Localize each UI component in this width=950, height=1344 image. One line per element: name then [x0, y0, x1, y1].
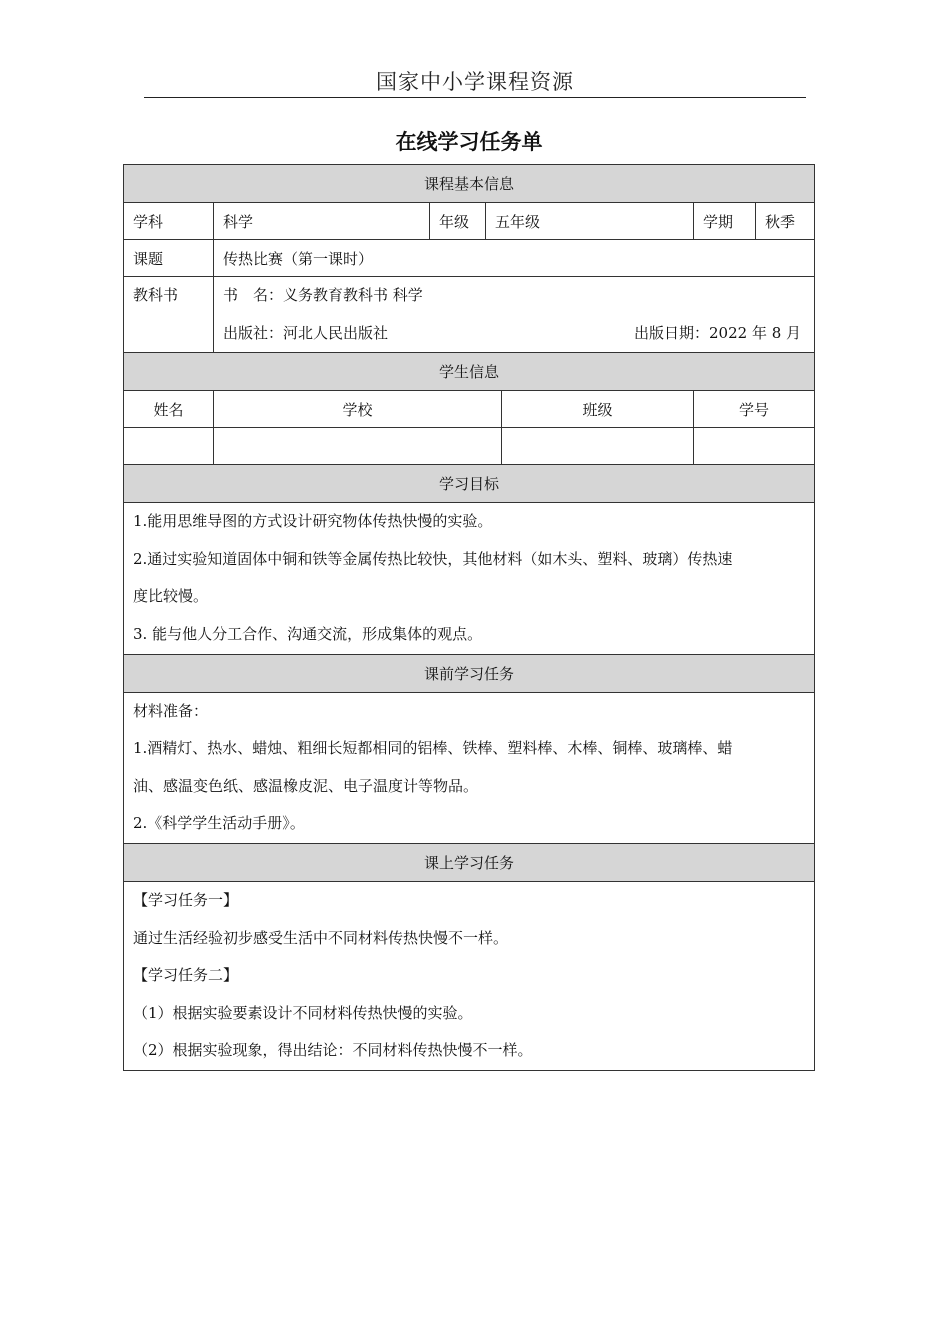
textbook-label-cell: [124, 277, 214, 353]
col-school: 学校: [214, 391, 502, 428]
in-class-line: 通过生活经验初步感受生活中不同材料传热快慢不一样。: [133, 928, 509, 947]
section-student-info: 学生信息: [124, 353, 815, 391]
in-class-content: [124, 881, 815, 1070]
term-value: 秋季: [756, 203, 815, 240]
task-sheet-table: [123, 164, 815, 1071]
publisher-value: 河北人民出版社: [283, 323, 389, 342]
col-name: 姓名: [124, 391, 214, 428]
topic-value: 传热比赛（第一课时）: [214, 240, 815, 277]
col-class: 班级: [502, 391, 694, 428]
section-objectives: 学习目标: [124, 465, 815, 503]
section-pre-class: 课前学习任务: [124, 654, 815, 692]
publisher-label: 出版社：: [223, 323, 284, 342]
section-in-class: 课上学习任务: [124, 843, 815, 881]
in-class-line: （1）根据实验要素设计不同材料传热快慢的实验。: [133, 1003, 473, 1022]
page-title: 在线学习任务单: [395, 130, 543, 154]
col-student-id: 学号: [694, 391, 815, 428]
textbook-label: 教科书: [133, 286, 179, 304]
pre-class-line: 2.《科学学生活动手册》。: [133, 814, 305, 833]
book-name-value: 义务教育教科书 科学: [283, 286, 423, 304]
term-label: 学期: [694, 203, 756, 240]
objectives-content: [124, 503, 815, 654]
pre-class-line: 材料准备：: [133, 701, 209, 720]
pub-date-value: 2022 年 8 月: [709, 323, 802, 342]
book-name-row: [223, 277, 805, 315]
in-class-line: 【学习任务二】: [133, 966, 239, 985]
grade-value: 五年级: [486, 203, 694, 240]
grade-label: 年级: [430, 203, 486, 240]
section-course-info: 课程基本信息: [124, 165, 815, 203]
name-input-cell[interactable]: [124, 428, 214, 465]
objective-line: 1.能用思维导图的方式设计研究物体传热快慢的实验。: [133, 512, 493, 531]
book-name-label: 书 名：: [223, 286, 284, 304]
topic-label: 课题: [124, 240, 214, 277]
pub-date: [634, 315, 801, 353]
pub-date-label: 出版日期：: [634, 323, 710, 342]
subject-value: 科学: [214, 203, 430, 240]
pre-class-content: [124, 692, 815, 843]
class-input-cell[interactable]: [502, 428, 694, 465]
document-source-header: 国家中小学课程资源: [376, 70, 574, 94]
student-id-input-cell[interactable]: [694, 428, 815, 465]
pre-class-line: 1.酒精灯、热水、蜡烛、粗细长短都相同的铝棒、铁棒、塑料棒、木棒、铜棒、玻璃棒、蜡: [133, 739, 733, 758]
objective-line: 3. 能与他人分工合作、沟通交流，形成集体的观点。: [133, 624, 483, 643]
in-class-line: （2）根据实验现象，得出结论：不同材料传热快慢不一样。: [133, 1041, 533, 1060]
in-class-line: 【学习任务一】: [133, 890, 239, 909]
objective-line: 度比较慢。: [133, 587, 209, 606]
textbook-details: [214, 277, 815, 353]
subject-label: 学科: [124, 203, 214, 240]
publisher-row: [223, 315, 805, 353]
pre-class-line: 油、感温变色纸、感温橡皮泥、电子温度计等物品。: [133, 776, 479, 795]
school-input-cell[interactable]: [214, 428, 502, 465]
objective-line: 2.通过实验知道固体中铜和铁等金属传热比较快，其他材料（如木头、塑料、玻璃）传热速: [133, 549, 733, 568]
header-divider: [144, 97, 806, 98]
